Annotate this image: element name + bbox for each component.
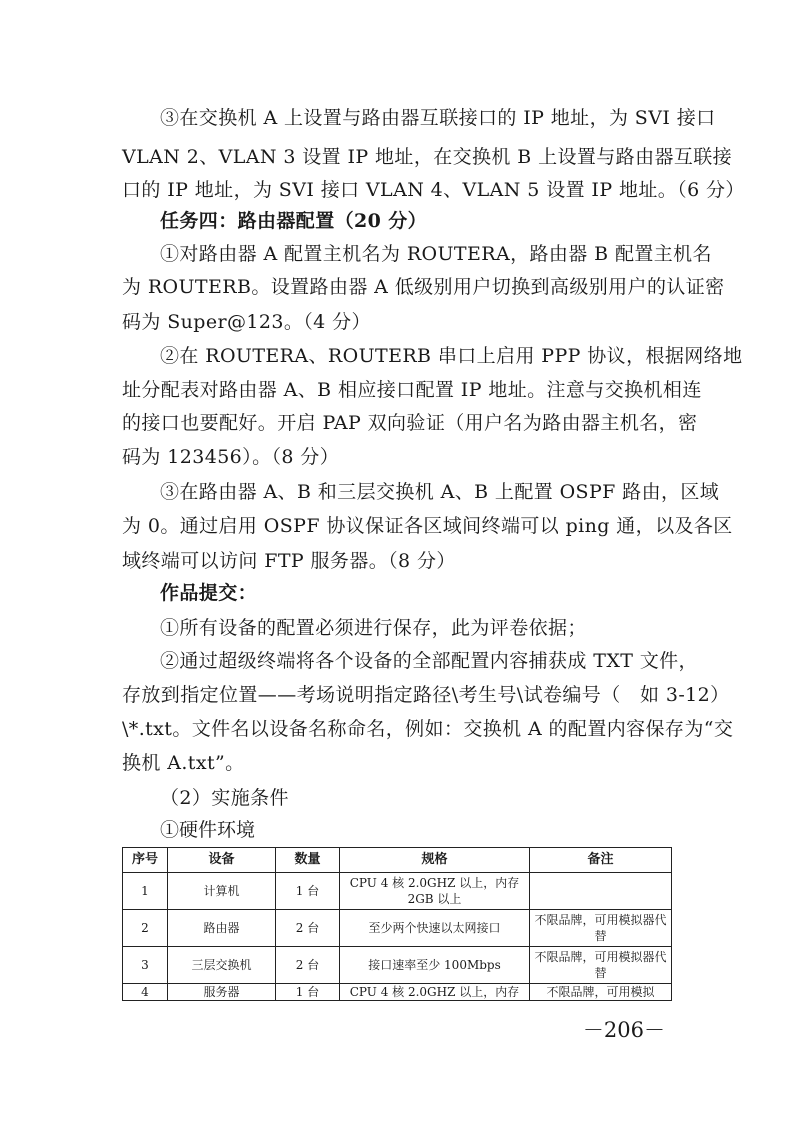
paragraph-line: ②在 ROUTERA、ROUTERB 串口上启用 PPP 协议，根据网络地: [160, 345, 743, 367]
header-cell-index: 序号: [123, 848, 168, 873]
paragraph-line: \*.txt。文件名以设备名称命名，例如：交换机 A 的配置内容保存为“交: [122, 718, 734, 740]
section-heading: 任务四：路由器配置（20 分）: [160, 210, 428, 232]
paragraph-line: 为 ROUTERB。设置路由器 A 低级别用户切换到高级别用户的认证密: [122, 276, 725, 298]
table-row: [123, 873, 672, 910]
table-cell: 路由器: [168, 910, 276, 947]
header-cell-device: 设备: [168, 848, 276, 873]
header-cell-note: 备注: [530, 848, 672, 873]
table-cell: 不限品牌，可用模拟器代替: [530, 947, 672, 984]
table-header-row: [123, 848, 672, 873]
hardware-heading: ①硬件环境: [160, 819, 256, 841]
table-cell: 2: [123, 910, 168, 947]
table-cell: 不限品牌，可用模拟器代替: [530, 910, 672, 947]
paragraph-line: 存放到指定位置——考场说明指定路径\考生号\试卷编号（ 如 3-12）: [122, 684, 730, 706]
paragraph-line: 为 0。通过启用 OSPF 协议保证各区域间终端可以 ping 通，以及各区: [122, 515, 733, 537]
table-cell: 1 台: [276, 984, 340, 1001]
table-cell: 4: [123, 984, 168, 1001]
hardware-table: [122, 847, 672, 1001]
table-cell: 接口速率至少 100Mbps: [340, 947, 530, 984]
paragraph-line: 口的 IP 地址，为 SVI 接口 VLAN 4、VLAN 5 设置 IP 地址。（6 分）: [122, 179, 745, 201]
table-cell: CPU 4 核 2.0GHZ 以上，内存: [340, 984, 530, 1001]
table-cell: 不限品牌，可用模拟: [530, 984, 672, 1001]
table-row: [123, 947, 672, 984]
paragraph-line: 码为 Super@123。（4 分）: [122, 311, 371, 333]
table-cell: 2 台: [276, 910, 340, 947]
header-cell-spec: 规格: [340, 848, 530, 873]
table-cell: 三层交换机: [168, 947, 276, 984]
paragraph-line: ②通过超级终端将各个设备的全部配置内容捕获成 TXT 文件，: [160, 650, 698, 672]
table-row: [123, 984, 672, 1001]
table-cell: [530, 873, 672, 910]
paragraph-line: ①所有设备的配置必须进行保存，此为评卷依据；: [160, 617, 587, 639]
table-cell: 3: [123, 947, 168, 984]
table-cell: CPU 4 核 2.0GHZ 以上，内存 2GB 以上: [340, 873, 530, 910]
section-heading: 作品提交：: [160, 582, 258, 604]
page-number: －206－: [582, 1018, 665, 1042]
paragraph-line: 换机 A.txt”。: [122, 752, 245, 774]
paragraph-line: VLAN 2、VLAN 3 设置 IP 地址，在交换机 B 上设置与路由器互联接: [122, 146, 733, 168]
table-cell: 1 台: [276, 873, 340, 910]
paragraph-line: 码为 123456）。（8 分）: [122, 446, 340, 468]
table-cell: 计算机: [168, 873, 276, 910]
table-cell: 1: [123, 873, 168, 910]
table-cell: 服务器: [168, 984, 276, 1001]
paragraph-line: ③在路由器 A、B 和三层交换机 A、B 上配置 OSPF 路由，区域: [160, 481, 720, 503]
table-row: [123, 910, 672, 947]
paragraph-line: 址分配表对路由器 A、B 相应接口配置 IP 地址。注意与交换机相连: [122, 379, 702, 401]
paragraph-line: 域终端可以访问 FTP 服务器。（8 分）: [122, 550, 456, 572]
subsection-heading: （2）实施条件: [160, 787, 289, 809]
table-cell: 2 台: [276, 947, 340, 984]
paragraph-line: ③在交换机 A 上设置与路由器互联接口的 IP 地址，为 SVI 接口: [160, 107, 716, 129]
header-cell-quantity: 数量: [276, 848, 340, 873]
paragraph-line: ①对路由器 A 配置主机名为 ROUTERA，路由器 B 配置主机名: [160, 243, 712, 265]
table-cell: 至少两个快速以太网接口: [340, 910, 530, 947]
paragraph-line: 的接口也要配好。开启 PAP 双向验证（用户名为路由器主机名，密: [122, 412, 698, 434]
